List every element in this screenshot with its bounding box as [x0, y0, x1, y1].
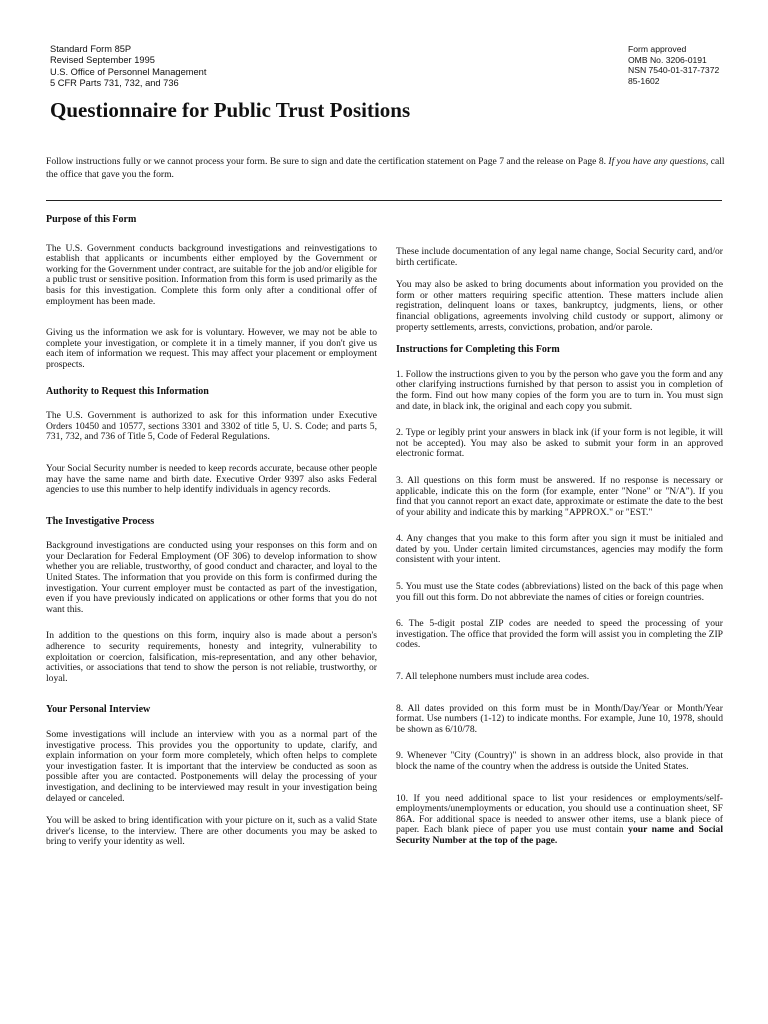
approval-status: Form approved: [628, 44, 687, 54]
instruction-item-7: 7. All telephone numbers must include area codes.: [396, 671, 590, 683]
instruction-item-1: 1. Follow the instructions given to you by the person who gave you the form and any other clarifying instructions furnished by that person to assist you in completion of the form. Find out how many copies of the form you are to turn in. You must sign and date, in black ink, the original and each copy you submit.: [396, 368, 723, 412]
section-divider: [46, 200, 722, 201]
cfr-reference: 5 CFR Parts 731, 732, and 736: [50, 78, 179, 89]
form-code: 85-1602: [628, 75, 660, 86]
purpose-heading: Purpose of this Form: [46, 214, 137, 225]
continued-paragraph-2: You may also be asked to bring documents about information you provided on the form or other matters requiring specific attention. These matters include alien registration, delinquent loans or taxes, bankruptcy, judgments, liens, or other financial obligations, agreements involving child custody or support, alimony or property settlements, arrests, convictions, probation, and/or parole.: [396, 279, 723, 333]
intro-italic: If you have any questions,: [608, 156, 709, 167]
form-approval-block: [628, 44, 719, 86]
instruction-item-6: 6. The 5-digit postal ZIP codes are needed to speed the processing of your investigation. The office that provided the form will assist you in completing the ZIP codes.: [396, 618, 723, 651]
purpose-paragraph-1: The U.S. Government conducts background investigations and reinvestigations to establish that applicants or incumbents either employed by the Government or working for the Government under contract, are suitable for the job and/or eligible for a public trust or sensitive position. Information from this form is used primarily as the basis for this investigation. Complete this form only after a conditional offer of employment has been made.: [46, 242, 377, 307]
instruction-item-9: 9. Whenever "City (Country)" is shown in an address block, also provide in that block the name of the country when the address is outside the United States.: [396, 750, 723, 772]
intro-end: call the office that gave you the form.: [46, 156, 725, 180]
interview-heading: Your Personal Interview: [46, 704, 151, 716]
interview-paragraph-1: Some investigations will include an interview with you as a normal part of the investigative process. This provides you the opportunity to update, clarify, and explain information on your form more completely, which often helps to complete your investigation faster. It is important that the interview be conducted as soon as possible after you are contacted. Postponements will delay the processing of your investigation, and declining to be interviewed may result in your investigation being delayed or canceled.: [46, 729, 377, 804]
intro-text: Follow instructions fully or we cannot process your form. Be sure to sign and date the certification statement on Page 7 and the release on Page 8.: [46, 156, 609, 167]
investigative-paragraph-1: Background investigations are conducted using your responses on this form and on your Declaration for Federal Employment (OF 306) to develop information to show whether you are reliable, trustworthy, of good conduct and character, and loyal to the United States. The information that you provide on this form is confirmed during the investigation. Your current employer must be contacted as part of the investigation, even if you have previously indicated on applications or other forms that you do not want this.: [46, 540, 377, 615]
issuing-agency: U.S. Office of Personnel Management: [50, 66, 207, 77]
instruction-item-10: [396, 794, 723, 847]
interview-paragraph-2: You will be asked to bring identification with your picture on it, such as a valid State driver's license, to the interview. There are other documents you may be asked to bring to verify your identity as well.: [46, 815, 377, 848]
form-revision: Revised September 1995: [50, 55, 155, 66]
instruction-item-4: 4. Any changes that you make to this form after you sign it must be initialed and dated by you. Under certain limited circumstances, agencies may modify the form consistent with your intent.: [396, 533, 723, 566]
investigative-heading: The Investigative Process: [46, 515, 155, 527]
instructions-heading: Instructions for Completing this Form: [396, 344, 560, 356]
left-column: [46, 215, 377, 860]
instruction-item-10-text: 10. If you need additional space to list your residences or employments/self-employments/unemployments or education, you should use a continuation sheet, SF 86A. For additional space is needed to answer other items, use a blank piece of paper. Each blank piece of paper you use must contain: [396, 792, 723, 836]
instruction-item-3: 3. All questions on this form must be answered. If no response is necessary or applicable, indicate this on the form (for example, enter "None" or "N/A"). If you find that you cannot report an exact date, approximate or estimate the date to the best of your ability and indicate this by marking "APPROX." or "EST.": [396, 474, 723, 518]
instruction-item-10-emphasis: your name and Social Security Number at the top of the page.: [396, 824, 724, 846]
authority-heading: Authority to Request this Information: [46, 385, 209, 397]
purpose-paragraph-2: Giving us the information we ask for is voluntary. However, we may not be able to complete your investigation, or complete it in a timely manner, if you don't give us each item of information we request. This may affect your placement or employment prospects.: [46, 327, 377, 370]
omb-number: OMB No. 3206-0191: [628, 54, 707, 65]
authority-paragraph-1: The U.S. Government is authorized to ask for this information under Executive Orders 10450 and 10577, sections 3301 and 3302 of title 5, U. S. Code; and parts 5, 731, 732, and 736 of Title 5, Code of Federal Regulations.: [46, 410, 377, 443]
instruction-item-5: 5. You must use the State codes (abbreviations) listed on the back of this page when you fill out this form. Do not abbreviate the names of cities or foreign countries.: [396, 581, 723, 603]
nsn-number: NSN 7540-01-317-7372: [628, 65, 720, 76]
instruction-item-2: 2. Type or legibly print your answers in black ink (if your form is not legible, it will not be accepted). You may also be asked to submit your form in an approved electronic format.: [396, 427, 723, 460]
form-identification: [50, 44, 206, 90]
intro-instructions: [46, 155, 726, 181]
investigative-paragraph-2: In addition to the questions on this form, inquiry also is made about a person's adherence to security requirements, honesty and integrity, vulnerability to exploitation or coercion, falsification, mis-representation, and any other behavior, activities, or associations that tend to show the person is not reliable, trustworthy, or loyal.: [46, 630, 377, 684]
form-number: Standard Form 85P: [50, 44, 132, 54]
right-column: [396, 215, 723, 859]
continued-paragraph-1: These include documentation of any legal name change, Social Security card, and/or birth certificate.: [396, 246, 723, 268]
authority-paragraph-2: Your Social Security number is needed to keep records accurate, because other people may have the same name and birth date. Executive Order 9397 also asks Federal agencies to use this number to help identify individuals in agency records.: [46, 462, 377, 496]
instruction-item-8: 8. All dates provided on this form must be in Month/Day/Year or Month/Year format. Use numbers (1-12) to indicate months. For example, June 10, 1978, should be shown as 6/10/78.: [396, 702, 723, 735]
page-title: Questionnaire for Public Trust Positions: [50, 98, 411, 122]
